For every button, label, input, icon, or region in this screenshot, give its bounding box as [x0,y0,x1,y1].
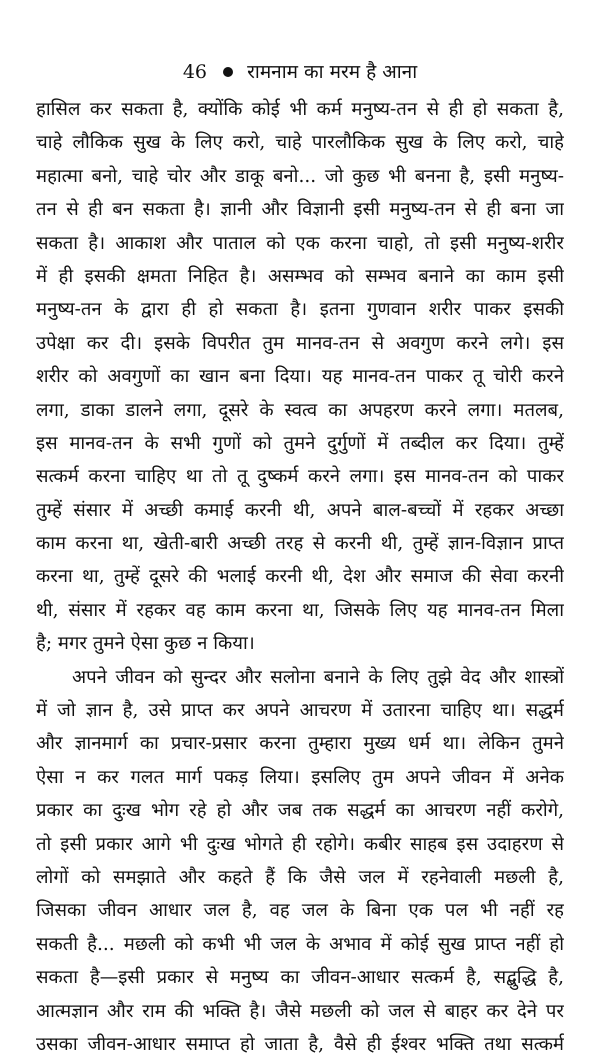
text-line: तन से ही बन सकता है। ज्ञानी और विज्ञानी इसी मनुष्य-तन से ही बना जा [36,199,564,221]
text-line: महात्मा बनो, चाहे चोर और डाकू बनो... जो कुछ भी बनना है, इसी मनुष्य- [36,165,564,187]
text-line: करना था, तुम्हें दूसरे की भलाई करनी थी, देश और समाज की सेवा करनी [36,566,564,588]
text-line: सकती है... मछली को कभी भी जल के अभाव में कोई सुख प्राप्त नहीं हो [36,933,564,955]
text-line: सत्कर्म करना चाहिए था तो तू दुष्कर्म करने लगा। इस मानव-तन को पाकर [36,466,564,488]
text-line: सकता है—इसी प्रकार से मनुष्य का जीवन-आधार सत्कर्म है, सद्बुद्धि है, [36,967,564,989]
text-line: अपने जीवन को सुन्दर और सलोना बनाने के लिए तुझे वेद और शास्त्रों [72,666,564,688]
paragraph-2 [36,661,564,1061]
text-line: ऐसा न कर गलत मार्ग पकड़ लिया। इसलिए तुम अपने जीवन में अनेक [36,766,564,788]
running-header [0,58,600,86]
text-line: में ही इसकी क्षमता निहित है। असम्भव को सम्भव बनाने का काम इसी [36,265,564,287]
page-body [36,93,564,1061]
text-line: है; मगर तुमने ऐसा कुछ न किया। [36,633,255,655]
text-line: चाहे लौकिक सुख के लिए करो, चाहे पारलौकिक सुख के लिए करो, चाहे [36,132,564,154]
text-line: तो इसी प्रकार आगे भी दुःख भोगते ही रहोगे। कबीर साहब इस उदाहरण से [36,833,564,855]
book-title: रामनाम का मरम है आना [247,61,418,83]
text-line: उपेक्षा कर दी। इसके विपरीत तुम मानव-तन से अवगुण करने लगे। इस [36,332,564,354]
text-line: काम करना था, खेती-बारी अच्छी तरह से करनी थी, तुम्हें ज्ञान-विज्ञान प्राप्त [36,533,564,555]
text-line: थी, संसार में रहकर वह काम करना था, जिसके लिए यह मानव-तन मिला [36,599,564,621]
text-line: तुम्हें संसार में अच्छी कमाई करनी थी, अपने बाल-बच्चों में रहकर अच्छा [36,499,564,521]
page-number: 46 [182,61,208,83]
text-line: आत्मज्ञान और राम की भक्ति है। जैसे मछली को जल से बाहर कर देने पर [36,1000,564,1022]
text-line: लगा, डाका डालने लगा, दूसरे के स्वत्व का अपहरण करने लगा। मतलब, [36,399,564,421]
text-line: उसका जीवन-आधार समाप्त हो जाता है, वैसे ही ईश्वर भक्ति तथा सत्कर्म [36,1033,564,1055]
text-line: प्रकार का दुःख भोग रहे हो और जब तक सद्धर्म का आचरण नहीं करोगे, [36,800,564,822]
text-line: लोगों को समझाते और कहते हैं कि जैसे जल में रहनेवाली मछली है, [36,866,564,888]
paragraph-1 [36,93,564,661]
text-line: सकता है। आकाश और पाताल को एक करना चाहो, तो इसी मनुष्य-शरीर [36,232,564,254]
text-line: मनुष्य-तन के द्वारा ही हो सकता है। इतना गुणवान शरीर पाकर इसकी [36,299,564,321]
text-line: शरीर को अवगुणों का खान बना दिया। यह मानव-तन पाकर तू चोरी करने [36,366,564,388]
text-line: हासिल कर सकता है, क्योंकि कोई भी कर्म मनुष्य-तन से ही हो सकता है, [36,99,564,120]
text-line: और ज्ञानमार्ग का प्रचार-प्रसार करना तुम्हारा मुख्य धर्म था। लेकिन तुमने [36,733,564,755]
bullet-separator-icon [223,67,233,77]
text-line: इस मानव-तन के सभी गुणों को तुमने दुर्गुणों में तब्दील कर दिया। तुम्हें [36,432,564,454]
text-line: में जो ज्ञान है, उसे प्राप्त कर अपने आचरण में उतारना चाहिए था। सद्धर्म [36,700,564,722]
text-line: जिसका जीवन आधार जल है, वह जल के बिना एक पल भी नहीं रह [36,900,564,922]
